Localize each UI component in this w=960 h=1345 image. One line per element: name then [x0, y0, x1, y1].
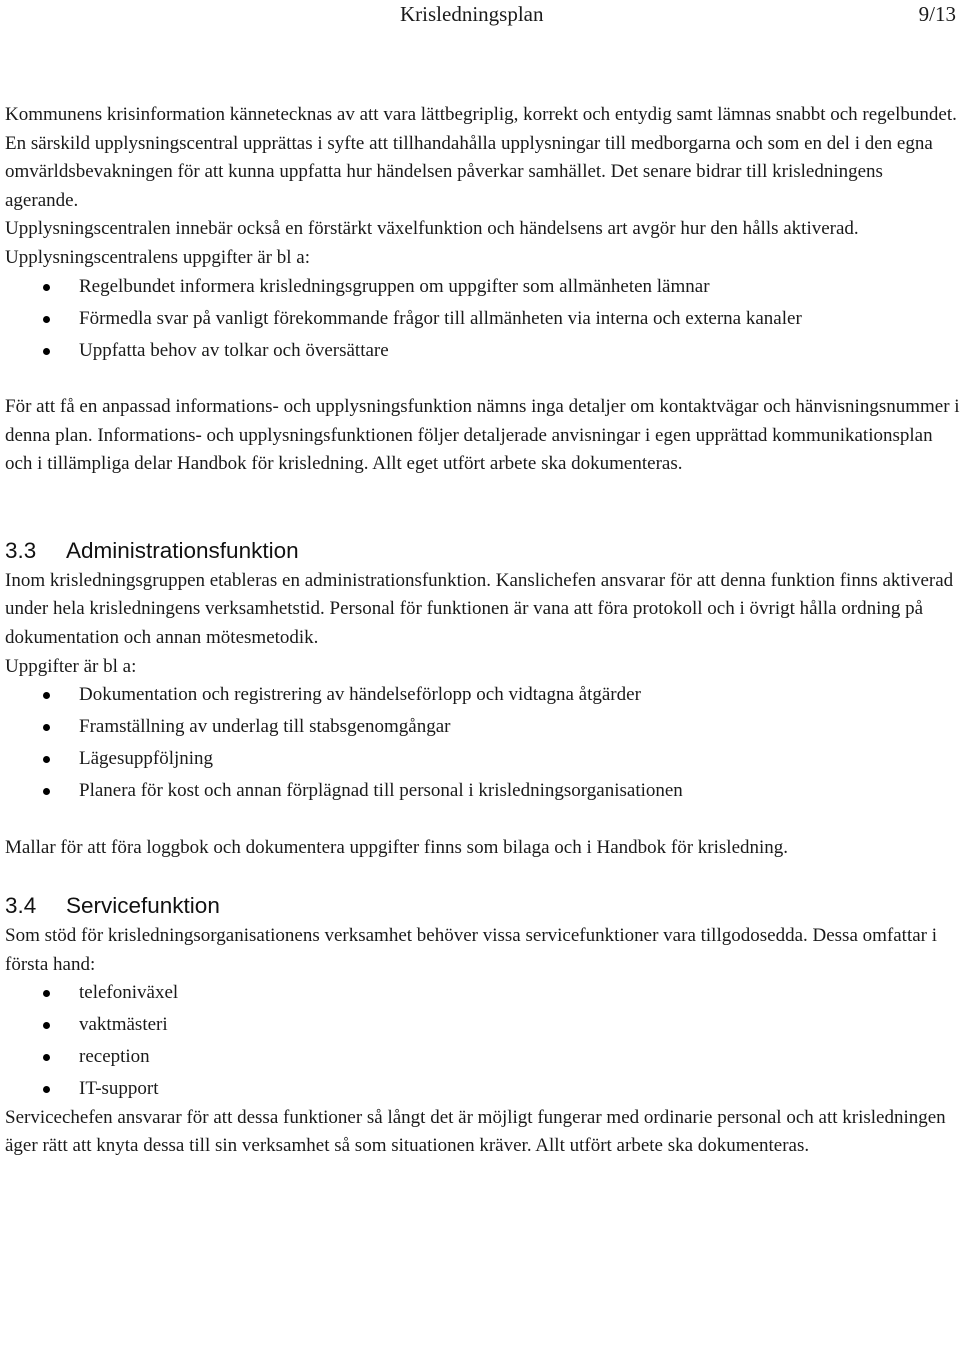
- page-number: 9/13: [918, 2, 956, 26]
- list-item-text: reception: [79, 1046, 150, 1068]
- paragraph: En särskild upplysningscentral upprättas i syfte att tillhandahålla upplysningar till medborgarna och som en del i den egna omvärldsbevakningen för att kunna uppfatta hur händelsen påverkar samhället. Det senare bidrar till krisledningens agerande.: [5, 132, 933, 211]
- bullet-icon: [43, 284, 50, 291]
- paragraph: Kommunens krisinformation kännetecknas av att vara lättbegriplig, korrekt och entydig samt lämnas snabbt och regelbundet.: [5, 104, 957, 125]
- bullet-list: [5, 273, 960, 365]
- bullet-icon: [43, 692, 50, 699]
- list-item: [5, 713, 960, 741]
- list-item-text: Framställning av underlag till stabsgenomgångar: [79, 716, 451, 738]
- page-header: [0, 0, 960, 32]
- paragraph: Uppgifter är bl a:: [5, 655, 137, 677]
- paragraph: Som stöd för krisledningsorganisationens verksamhet behöver vissa servicefunktioner vara tillgodosedda. Dessa omfattar i första hand:: [5, 925, 938, 975]
- bullet-icon: [43, 316, 50, 323]
- bullet-icon: [43, 990, 50, 997]
- list-item-text: Planera för kost och annan förplägnad till personal i krisledningsorganisationen: [79, 780, 683, 802]
- list-item-text: Uppfatta behov av tolkar och översättare: [79, 339, 389, 361]
- paragraph: För att få en anpassad informations- och upplysningsfunktion nämns inga detaljer om kontaktvägar och hänvisningsnummer i denna plan. Informations- och upplysningsfunktionen följer detaljerade anvisningar i egen upprättad kommunikationsplan och i tillämpliga delar Handbok för krisledning. Allt eget utfört arbete ska dokumenteras.: [5, 395, 960, 475]
- list-item-text: vaktmästeri: [79, 1014, 168, 1036]
- list-item-text: Lägesuppföljning: [79, 748, 214, 770]
- bullet-list: [5, 681, 960, 805]
- bullet-icon: [43, 1054, 50, 1061]
- document-title: Krisledningsplan: [400, 2, 544, 26]
- list-item-text: Regelbundet informera krisledningsgruppen om uppgifter som allmänheten lämnar: [79, 275, 710, 297]
- section-number: 3.3: [5, 537, 37, 563]
- section-number: 3.4: [5, 893, 37, 919]
- section-title: Servicefunktion: [66, 893, 220, 919]
- list-item-text: IT-support: [79, 1078, 159, 1100]
- list-item-text: Dokumentation och registrering av händelseförlopp och vidtagna åtgärder: [79, 684, 641, 706]
- list-item: [5, 273, 960, 301]
- bullet-icon: [43, 724, 50, 731]
- bullet-icon: [43, 1086, 50, 1093]
- list-item-text: Förmedla svar på vanligt förekommande frågor till allmänheten via interna och externa kanaler: [79, 307, 802, 329]
- section-heading: [5, 890, 960, 922]
- bullet-icon: [43, 1022, 50, 1029]
- list-item: [5, 681, 960, 709]
- document-body: [5, 101, 960, 1161]
- paragraph: Upplysningscentralens uppgifter är bl a:: [5, 246, 310, 268]
- list-item: [5, 305, 960, 333]
- paragraph: Inom krisledningsgruppen etableras en administrationsfunktion. Kanslichefen ansvarar för att denna funktion finns aktiverad under hela krisledningens verksamhetstid. Personal för funktionen är vana att föra protokoll och i övrigt hålla ordning på dokumentation och annan mötesmetodik.: [5, 569, 954, 648]
- list-item: [5, 1043, 960, 1071]
- list-item-text: telefoniväxel: [79, 982, 179, 1004]
- list-item: [5, 1011, 960, 1039]
- paragraph: Upplysningscentralen innebär också en förstärkt växelfunktion och händelsens art avgör hur den hålls aktiverad.: [5, 218, 859, 240]
- list-item: [5, 979, 960, 1007]
- bullet-icon: [43, 756, 50, 763]
- bullet-list: [5, 979, 960, 1103]
- section-title: Administrationsfunktion: [66, 537, 299, 563]
- bullet-icon: [43, 788, 50, 795]
- list-item: [5, 337, 960, 365]
- section-heading: [5, 535, 960, 567]
- list-item: [5, 777, 960, 805]
- list-item: [5, 745, 960, 773]
- list-item: [5, 1075, 960, 1103]
- paragraph: Mallar för att föra loggbok och dokumentera uppgifter finns som bilaga och i Handbok för krisledning.: [5, 836, 789, 858]
- paragraph: Servicechefen ansvarar för att dessa funktioner så långt det är möjligt fungerar med ordinarie personal och att krisledningen äger rätt att knyta dessa till sin verksamhet så som situationen kräver. Allt utfört arbete ska dokumenteras.: [5, 1106, 946, 1157]
- bullet-icon: [43, 348, 50, 355]
